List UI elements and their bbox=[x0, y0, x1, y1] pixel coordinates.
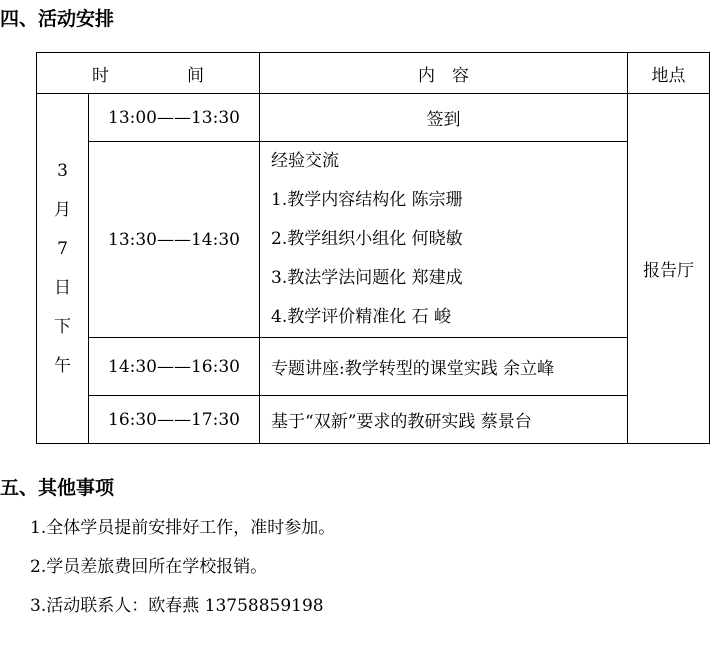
time-cell: 14:30——16:30 bbox=[89, 338, 260, 396]
time-cell: 13:30——14:30 bbox=[89, 142, 260, 338]
content-cell: 专题讲座:教学转型的课堂实践 余立峰 bbox=[260, 338, 628, 396]
notes-list bbox=[30, 509, 335, 626]
table-header-row bbox=[37, 53, 710, 94]
header-time-b: 间 bbox=[187, 65, 204, 86]
time-cell: 13:00——13:30 bbox=[89, 94, 260, 142]
date-char: 下 bbox=[54, 316, 71, 337]
table-row bbox=[37, 338, 710, 396]
date-char: 日 bbox=[54, 277, 71, 298]
date-char: 3 bbox=[57, 160, 68, 181]
header-time-a: 时 bbox=[92, 65, 109, 86]
content-cell: 签到 bbox=[260, 94, 628, 142]
content-cell bbox=[260, 142, 628, 338]
content-line: 经验交流 bbox=[271, 151, 339, 171]
content-line: 4.教学评价精准化 石 峻 bbox=[271, 307, 452, 327]
header-content: 内 容 bbox=[260, 53, 628, 94]
time-cell: 16:30——17:30 bbox=[89, 396, 260, 444]
list-item: 3.活动联系人：欧春燕 13758859198 bbox=[30, 596, 324, 616]
table-row bbox=[37, 142, 710, 338]
date-char: 月 bbox=[54, 199, 71, 220]
section-5-title: 五、其他事项 bbox=[0, 477, 115, 499]
place-cell: 报告厅 bbox=[628, 94, 710, 444]
content-line: 3.教法学法问题化 郑建成 bbox=[271, 268, 463, 288]
header-place: 地点 bbox=[628, 53, 710, 94]
table-row bbox=[37, 94, 710, 142]
content-cell: 基于“双新”要求的教研实践 蔡景台 bbox=[260, 396, 628, 444]
date-char: 7 bbox=[57, 238, 68, 259]
date-char: 午 bbox=[54, 355, 71, 376]
list-item: 1.全体学员提前安排好工作，准时参加。 bbox=[30, 518, 336, 538]
header-time bbox=[37, 53, 260, 94]
content-line: 1.教学内容结构化 陈宗珊 bbox=[271, 190, 463, 210]
schedule-table bbox=[36, 52, 710, 444]
table-row bbox=[37, 396, 710, 444]
section-4-title: 四、活动安排 bbox=[0, 8, 115, 30]
list-item: 2.学员差旅费回所在学校报销。 bbox=[30, 557, 268, 577]
date-cell bbox=[37, 94, 89, 444]
content-line: 2.教学组织小组化 何晓敏 bbox=[271, 229, 463, 249]
